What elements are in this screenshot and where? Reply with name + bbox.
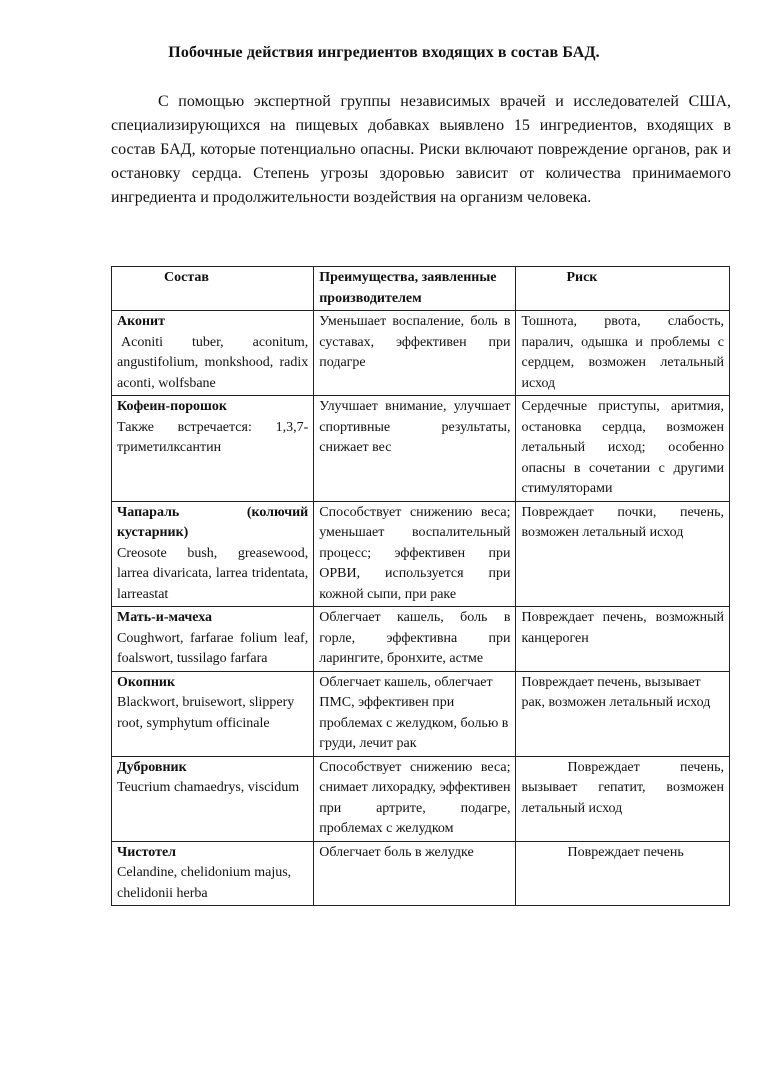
table-row	[112, 756, 730, 841]
ingredient-name: Мать-и-мачеха	[117, 610, 213, 625]
cell-risk: Тошнота, рвота, слабость, паралич, одышка и проблемы с сердцем, возможен летальный исход	[516, 311, 730, 396]
cell-benefits: Способствует снижению веса; уменьшает воспалительный процесс; эффективен при ОРВИ, используется при кожной сыпи, при раке	[314, 501, 516, 607]
cell-benefits: Облегчает боль в желудке	[314, 841, 516, 906]
ingredient-aliases: Teucrium chamaedrys, viscidum	[117, 780, 300, 795]
cell-benefits: Способствует снижению веса; снимает лихорадку, эффективен при артрите, подагре, проблемах с желудком	[314, 756, 516, 841]
cell-composition	[112, 396, 314, 502]
table-header-row	[112, 267, 730, 311]
intro-text: С помощью экспертной группы независимых врачей и исследователей США, специализирующихся на пищевых добавках выявлено 15 ингредиентов, входящих в состав БАД, которые потенциально опасны. Риски включают повреждение органов, рак и остановку сердца. Степень угрозы здоровью зависит от количества принимаемого ингредиента и продолжительности воздействия на организм человека.	[111, 93, 731, 206]
table-row	[112, 396, 730, 502]
cell-composition	[112, 756, 314, 841]
table-row	[112, 501, 730, 607]
page-title: Побочные действия ингредиентов входящих в состав БАД.	[168, 44, 600, 61]
ingredient-aliases: Blackwort, bruisewort, slippery root, symphytum officinale	[117, 695, 295, 731]
ingredient-aliases: Celandine, chelidonium majus, chelidonii herba	[117, 865, 292, 901]
cell-risk: Повреждает печень, вызывает рак, возможен летальный исход	[516, 671, 730, 756]
header-risk: Риск	[516, 267, 730, 311]
table-row	[112, 841, 730, 906]
cell-composition	[112, 607, 314, 672]
ingredient-name: Аконит	[117, 314, 166, 329]
cell-risk: Повреждает печень	[516, 841, 730, 906]
cell-composition	[112, 841, 314, 906]
ingredient-name: Чистотел	[117, 844, 177, 860]
cell-benefits: Уменьшает воспаление, боль в суставах, эффективен при подагре	[314, 311, 516, 396]
cell-benefits: Улучшает внимание, улучшает спортивные результаты, снижает вес	[314, 396, 516, 502]
table-row	[112, 671, 730, 756]
table-row	[112, 607, 730, 672]
cell-benefits: Облегчает кашель, облегчает ПМС, эффективен при проблемах с желудком, болью в груди, лечит рак	[314, 671, 516, 756]
ingredient-aliases: Aconiti tuber, aconitum, angustifolium, monkshood, radix aconti, wolfsbane	[117, 334, 309, 391]
table-row	[112, 311, 730, 396]
ingredient-aliases: Также встречается: 1,3,7-триметилксантин	[117, 419, 309, 455]
cell-composition	[112, 671, 314, 756]
ingredient-name: Чапараль (колючий кустарник)	[117, 504, 309, 540]
cell-composition	[112, 311, 314, 396]
cell-risk: Сердечные приступы, аритмия, остановка сердца, возможен летальный исход; особенно опасны в сочетании с другими стимуляторами	[516, 396, 730, 502]
cell-composition	[112, 501, 314, 607]
ingredient-aliases: Coughwort, farfarae folium leaf, foalswort, tussilago farfara	[117, 630, 309, 666]
cell-risk: Повреждает почки, печень, возможен летальный исход	[516, 501, 730, 607]
intro-paragraph	[111, 90, 731, 210]
cell-risk: Повреждает печень, вызывает гепатит, возможен летальный исход	[516, 756, 730, 841]
header-benefits: Преимущества, заявленные производителем	[314, 267, 516, 311]
ingredient-aliases: Creosote bush, greasewood, larrea divaricata, larrea tridentata, larreastat	[117, 545, 309, 602]
ingredient-name: Дубровник	[117, 759, 187, 775]
ingredient-name: Окопник	[117, 674, 176, 690]
ingredients-table	[111, 266, 730, 906]
ingredient-name: Кофеин-порошок	[117, 399, 227, 414]
cell-benefits: Облегчает кашель, боль в горле, эффективна при ларингите, бронхите, астме	[314, 607, 516, 672]
cell-risk: Повреждает печень, возможный канцероген	[516, 607, 730, 672]
header-composition: Состав	[112, 267, 314, 311]
